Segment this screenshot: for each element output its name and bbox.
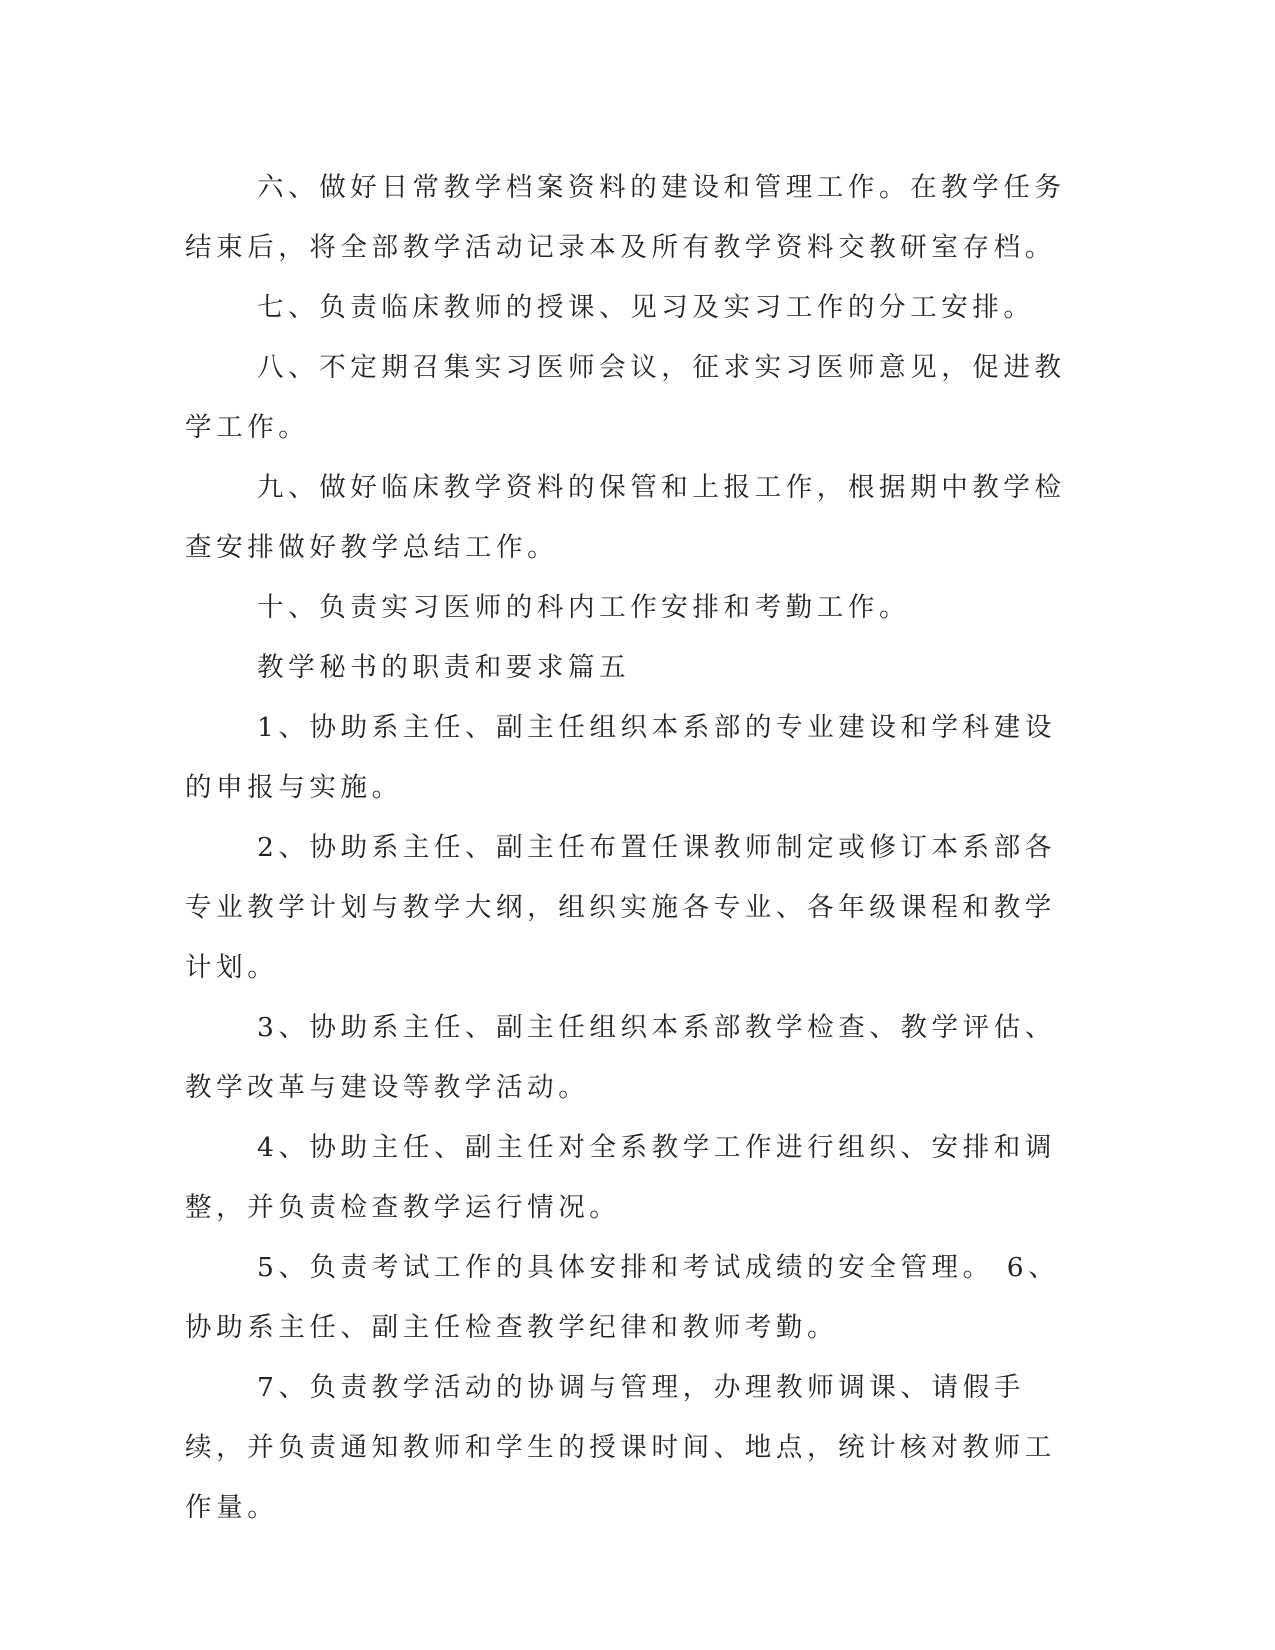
duty-item-7: 7、负责教学活动的协调与管理，办理教师调课、请假手续，并负责通知教师和学生的授课时间、地点，统计核对教师工作量。 [185, 1372, 1056, 1523]
duty-item-3: 3、协助系主任、副主任组织本系部教学检查、教学评估、教学改革与建设等教学活动。 [185, 1012, 1056, 1103]
document-body [185, 158, 1085, 1538]
duty-item-2: 2、协助系主任、副主任布置任课教师制定或修订本系部各专业教学计划与教学大纲，组织实施各专业、各年级课程和教学计划。 [185, 832, 1056, 983]
paragraph-item-10: 十、负责实习医师的科内工作安排和考勤工作。 [257, 592, 911, 623]
paragraph-item-6: 六、做好日常教学档案资料的建设和管理工作。在教学任务结束后，将全部教学活动记录本及所有教学资料交教研室存档。 [185, 172, 1066, 263]
paragraph-item-8: 八、不定期召集实习医师会议，征求实习医师意见，促进教学工作。 [185, 352, 1066, 443]
paragraph-item-7: 七、负责临床教师的授课、见习及实习工作的分工安排。 [257, 292, 1035, 323]
paragraph-item-9: 九、做好临床教学资料的保管和上报工作，根据期中教学检查安排做好教学总结工作。 [185, 472, 1066, 563]
duty-item-4: 4、协助主任、副主任对全系教学工作进行组织、安排和调整，并负责检查教学运行情况。 [185, 1132, 1056, 1223]
duty-item-5-6: 5、负责考试工作的具体安排和考试成绩的安全管理。 6、协助系主任、副主任检查教学纪律和教师考勤。 [185, 1252, 1060, 1343]
duty-item-1: 1、协助系主任、副主任组织本系部的专业建设和学科建设的申报与实施。 [185, 712, 1056, 803]
section-heading: 教学秘书的职责和要求篇五 [257, 652, 631, 683]
